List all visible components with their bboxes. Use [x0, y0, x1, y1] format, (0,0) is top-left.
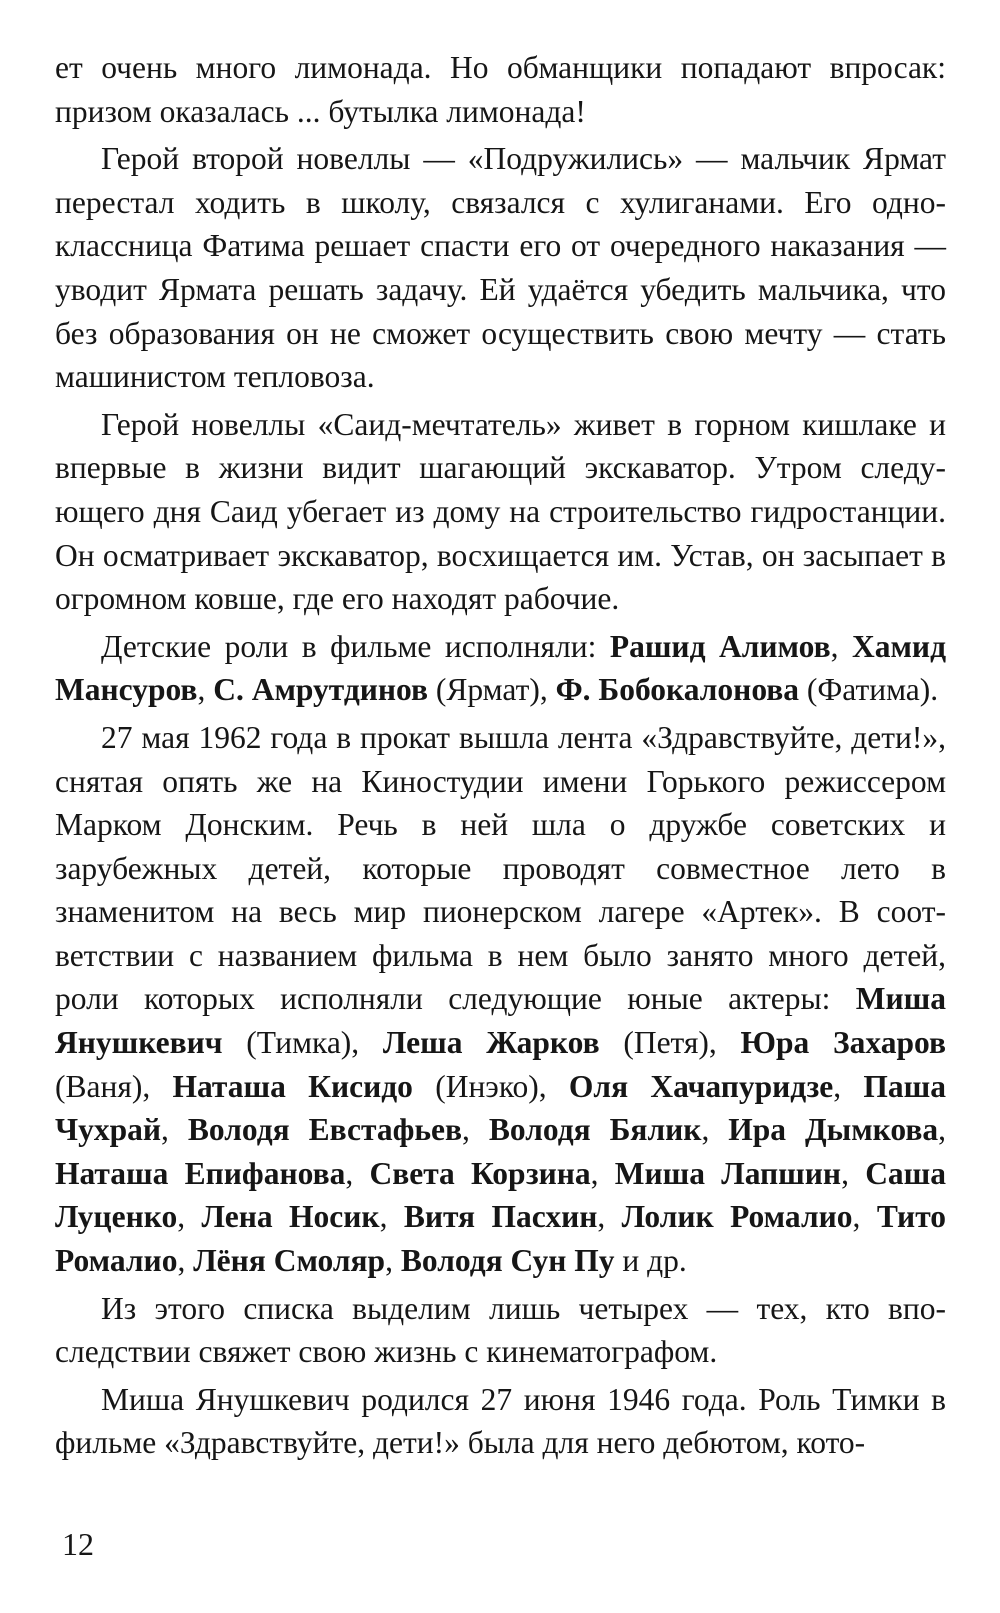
text-run: (Фатима). [799, 672, 939, 708]
text-run: ет очень много лимонада. Но обманщики попадают впросак: призом оказалась ... бутылка лимонада! [55, 50, 946, 129]
text-run: , [938, 1112, 946, 1148]
bold-name-run: Ф. Бобокалонова [555, 672, 800, 708]
text-run: , [597, 1199, 622, 1235]
text-run: Герой новеллы «Саид-мечтатель» живет в горном кишлаке и впервые в жизни видит шагающий экскаватор. Утром следующего дня Саид убегает из дому на строительство гидростанции. Он осматривает экскаватор, восхищается им. Устав, он засыпает в огромном ковше, где его находят рабочие. [55, 406, 946, 617]
text-run: (Инэко), [412, 1068, 569, 1104]
text-run: , [197, 672, 214, 708]
bold-name-run: Тито Ромалио [55, 1199, 946, 1279]
text-run: , [177, 1243, 194, 1279]
bold-name-run: Света Корзина [369, 1155, 591, 1191]
bold-name-run: Володя Евстафьев [187, 1112, 463, 1148]
bold-name-run: С. Амрутдинов [213, 672, 429, 708]
text-run: , [462, 1112, 489, 1148]
bold-name-run: Паша Чухрай [55, 1068, 946, 1148]
paragraph [55, 46, 946, 133]
bold-name-run: Володя Бялик [488, 1112, 702, 1148]
paragraph [55, 625, 946, 712]
text-run: , [161, 1112, 188, 1148]
text-run: (Ярмат), [428, 672, 556, 708]
text-run: , [841, 1155, 866, 1191]
bold-name-run: Володя Сун Пу [400, 1243, 615, 1279]
text-run: , [830, 628, 852, 664]
text-run: и др. [614, 1243, 687, 1279]
text-run: 27 мая 1962 года в прокат вышла лента «Здравствуйте, дети!», снятая опять же на Киностудии имени Горького режиссером Марком Донским. Речь в ней шла о дружбе советских и зарубежных детей, которые проводят совместное лето в знаменитом на весь мир пионерском лагере «Артек». В соответствии с названием фильма в нем было занято много детей, роли которых исполняли следующие юные актеры: [55, 719, 946, 1017]
text-run: , [701, 1112, 729, 1148]
text-run: , [345, 1155, 370, 1191]
paragraph [55, 403, 946, 621]
bold-name-run: Миша Янушкевич [55, 981, 946, 1061]
text-run: , [833, 1068, 864, 1104]
page-number: 12 [62, 1526, 94, 1562]
text-run: (Ваня), [55, 1068, 173, 1104]
bold-name-run: Саша Луценко [55, 1155, 947, 1235]
bold-name-run: Наташа Кисидо [172, 1068, 413, 1104]
text-run: , [385, 1243, 401, 1279]
text-run: , [379, 1199, 404, 1235]
paragraph [55, 716, 946, 1283]
bold-name-run: Хамид Мансуров [55, 628, 947, 708]
bold-name-run: Лена Носик [201, 1199, 380, 1235]
bold-name-run: Ира Дымкова [728, 1112, 939, 1148]
bold-name-run: Лолик Ромалио [621, 1199, 853, 1235]
text-run: Герой второй новеллы — «Подружились» — мальчик Ярмат перестал ходить в школу, связался с хулиганами. Его одноклассница Фатима решает спасти его от очередного наказания — уводит Ярмата решать задачу. Ей удаётся убедить мальчика, что без образования он не сможет осуществить свою мечту — стать машинистом тепловоза. [55, 141, 946, 395]
bold-name-run: Миша Лапшин [614, 1155, 842, 1191]
text-run: (Тимка), [222, 1025, 383, 1061]
page-body-text [55, 46, 946, 1465]
text-run: , [590, 1155, 615, 1191]
paragraph [55, 1378, 946, 1465]
paragraph [55, 137, 946, 399]
text-run: Детские роли в фильме исполняли: [101, 628, 610, 664]
bold-name-run: Оля Хачапуридзе [568, 1068, 834, 1104]
text-run: Миша Янушкевич родился 27 июня 1946 года. Роль Тимки в фильме «Здравствуйте, дети!» была для него дебютом, кото- [55, 1381, 946, 1461]
bold-name-run: Рашид Алимов [609, 628, 831, 664]
text-run: Из этого списка выделим лишь четырех — тех, кто впоследствии свяжет свою жизнь с кинематографом. [55, 1290, 946, 1370]
bold-name-run: Юра Захаров [740, 1025, 946, 1061]
bold-name-run: Лёня Смоляр [193, 1243, 386, 1279]
paragraph [55, 1287, 946, 1374]
bold-name-run: Леша Жарков [382, 1025, 600, 1061]
text-run: , [177, 1199, 202, 1235]
text-run: , [852, 1199, 877, 1235]
bold-name-run: Наташа Епифанова [55, 1155, 346, 1191]
bold-name-run: Витя Пасхин [403, 1199, 598, 1235]
text-run: (Петя), [599, 1025, 741, 1061]
